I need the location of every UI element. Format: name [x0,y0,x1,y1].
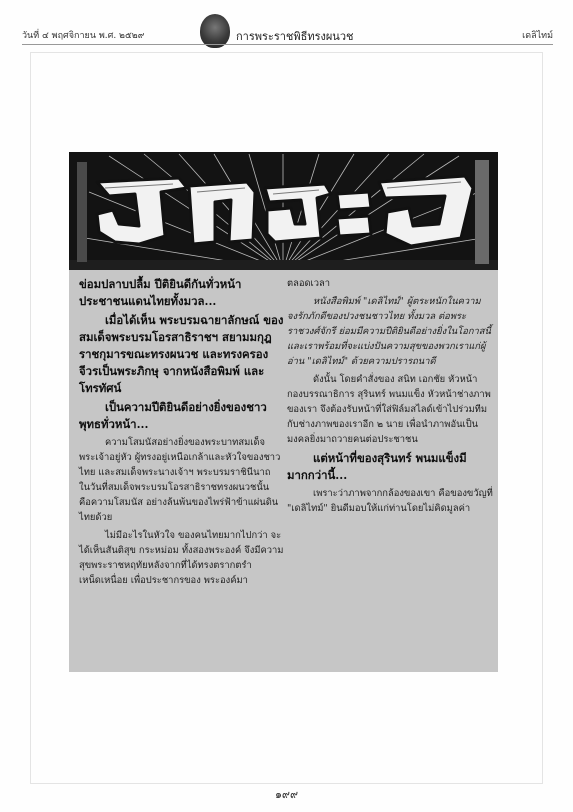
right-column [287,276,493,519]
subheading: แต่หน้าที่ของสุรินทร์ พนมแข็งมีมากกว่านี้... [287,451,467,482]
continued-text: ตลอดเวลา [287,278,331,289]
header-rule [22,44,553,45]
header-publication: เดลิไทม์ [522,31,553,41]
page-number: ๑๙๙ [274,788,299,801]
body-paragraph: ดังนั้น โดยคำสั่งของ สนิท เอกชัย หัวหน้ากองบรรณาธิการ สุรินทร์ พนมแข็ง หัวหน้าช่างภาพของเรา จึงต้องรับหน้าที่ใส่ฟิล์มสไลด์เข้าไปร่วมทีมกับช่างภาพของเราอีก ๒ นาย เพื่อนำภาพอันเป็นมงคลยิ่งมาถวายคนต่อประชาชน [287,374,491,445]
body-paragraph: ความโสมนัสอย่างยิ่งของพระบาทสมเด็จพระเจ้าอยู่หัว ผู้ทรงอยู่เหนือเกล้าและหัวใจของชาวไทย และสมเด็จพระนางเจ้าฯ พระบรมราชินีนาถ ในวันที่สมเด็จพระบรมโอรสาธิราชทรงผนวชนั้น คือความโสมนัส อย่างล้นพ้นของไพร่ฟ้าข้าแผ่นดินไทยด้วย [79,437,281,523]
header-date: วันที่ ๔ พฤศจิกายน พ.ศ. ๒๕๒๙ [22,31,145,41]
left-column [79,276,284,591]
masthead-logo [69,152,498,270]
italic-paragraph: หนังสือพิมพ์ "เดลิไทม์" ผู้ตระหนักในความจงรักภักดีของปวงชนชาวไทย ทั้งมวล ต่อพระราชวงศ์จักรี ย่อมมีความปีติยินดีอย่างยิ่งในโอกาสนี้ และเราพร้อมที่จะแบ่งปันความสุขของพวกเราแก่ผู้อ่าน "เดลิไทม์" ด้วยความปรารถนาดี [287,296,491,367]
masthead-banner [69,152,498,270]
subheading: เป็นความปีติยินดีอย่างยิ่งของชาวพุทธทั่วหน้า... [79,400,267,431]
body-paragraph: เพราะว่าภาพจากกล้องของเขา คือของขวัญที่ "เดลิไทม์" ยินดีมอบให้แก่ท่านโดยไม่คิดมูลค่า [287,488,493,514]
body-paragraph: ไม่มีอะไรในหัวใจ ของคนไทยมากไปกว่า จะได้เห็นสันติสุข กระหม่อม ทั้งสองพระองค์ จึงมีความสุขพระราชหฤทัยหลังจากที่ได้ทรงตรากตรำเหน็ดเหนื่อย เพื่อประชากรของ พระองค์มา [79,530,284,586]
lead-headline: ข่อมปลาบปลื้ม ปีติยินดีกันทั่วหน้าประชาชนแดนไทยทั้งมวล... [79,277,242,308]
header-title: การพระราชพิธีทรงผนวช [236,30,354,43]
newspaper-clipping [69,152,498,672]
lead-paragraph: เมื่อได้เห็น พระบรมฉายาลักษณ์ ของสมเด็จพระบรมโอรสาธิราชฯ สยามมกุฎราชกุมารขณะทรงผนวช และทรงครองจีวรเป็นพระภิกษุ จากหนังสือพิมพ์ และโทรทัศน์ [79,313,284,395]
royal-emblem-icon [200,14,230,48]
